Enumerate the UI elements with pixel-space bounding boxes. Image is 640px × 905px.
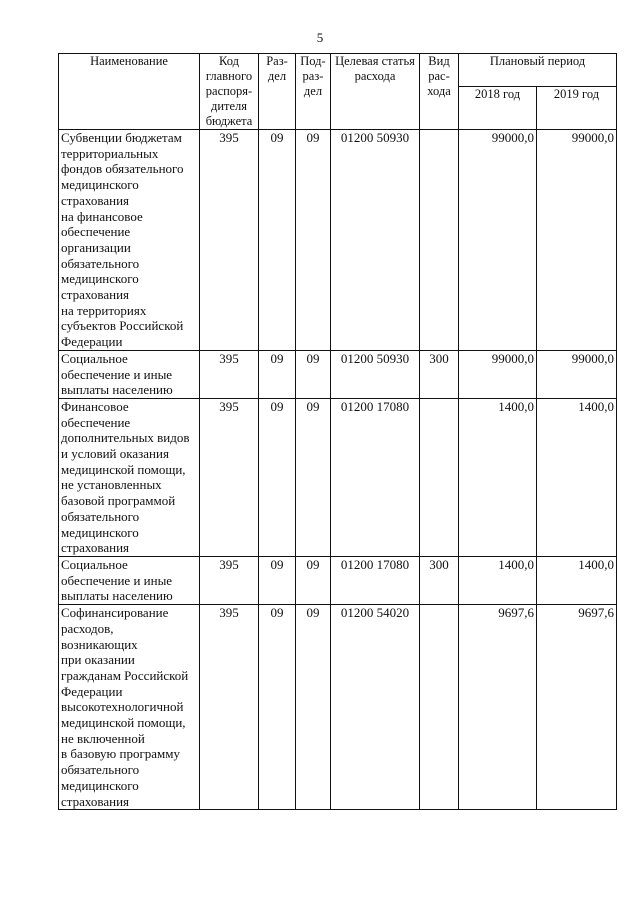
table-cell-2018: 99000,0 — [459, 350, 537, 398]
table-row — [59, 556, 617, 604]
table-cell-celevaya-statya: 01200 17080 — [331, 556, 420, 604]
table-cell-name: Социальное обеспечение и иные выплаты населению — [59, 556, 200, 604]
header-razdel: Раз- дел — [259, 54, 296, 130]
table-cell-podrazdel: 09 — [296, 350, 331, 398]
table-cell-2019: 99000,0 — [537, 130, 617, 351]
header-vid-rashoda: Вид рас- хода — [420, 54, 459, 130]
table-cell-podrazdel: 09 — [296, 556, 331, 604]
header-row — [59, 54, 617, 87]
table-cell-vid-rashoda — [420, 605, 459, 810]
table-row — [59, 350, 617, 398]
table-cell-glavny-kod: 395 — [200, 398, 259, 556]
header-planovy-period: Плановый период — [459, 54, 617, 87]
table-cell-2018: 9697,6 — [459, 605, 537, 810]
table-cell-2019: 99000,0 — [537, 350, 617, 398]
table-cell-2018: 1400,0 — [459, 556, 537, 604]
table-cell-2019: 1400,0 — [537, 556, 617, 604]
table-row — [59, 605, 617, 810]
table-cell-celevaya-statya: 01200 50930 — [331, 130, 420, 351]
header-year-2019: 2019 год — [537, 86, 617, 129]
table-cell-2019: 9697,6 — [537, 605, 617, 810]
table-cell-podrazdel: 09 — [296, 130, 331, 351]
table-cell-2018: 1400,0 — [459, 398, 537, 556]
table-cell-glavny-kod: 395 — [200, 605, 259, 810]
table-cell-vid-rashoda — [420, 398, 459, 556]
table-cell-podrazdel: 09 — [296, 605, 331, 810]
table-cell-vid-rashoda: 300 — [420, 556, 459, 604]
table-cell-celevaya-statya: 01200 17080 — [331, 398, 420, 556]
table-row — [59, 398, 617, 556]
table-cell-razdel: 09 — [259, 398, 296, 556]
table-cell-podrazdel: 09 — [296, 398, 331, 556]
table-cell-2019: 1400,0 — [537, 398, 617, 556]
table-cell-razdel: 09 — [259, 130, 296, 351]
header-podrazdel: Под- раз- дел — [296, 54, 331, 130]
table-cell-celevaya-statya: 01200 54020 — [331, 605, 420, 810]
table-cell-glavny-kod: 395 — [200, 556, 259, 604]
budget-table — [58, 53, 617, 810]
table-cell-name: Финансовое обеспечение дополнительных видов и условий оказания медицинской помощи, не установленных базовой программой обязательного медицинского страхования — [59, 398, 200, 556]
table-cell-razdel: 09 — [259, 605, 296, 810]
table-cell-vid-rashoda: 300 — [420, 350, 459, 398]
table-cell-name: Социальное обеспечение и иные выплаты населению — [59, 350, 200, 398]
table-cell-glavny-kod: 395 — [200, 350, 259, 398]
table-cell-2018: 99000,0 — [459, 130, 537, 351]
page-number: 5 — [316, 30, 324, 45]
header-celevaya-statya: Целевая статья расхода — [331, 54, 420, 130]
table-row — [59, 130, 617, 351]
table-cell-vid-rashoda — [420, 130, 459, 351]
table-cell-name: Софинансирование расходов, возникающих при оказании гражданам Российской Федерации высокотехнологичной медицинской помощи, не включенной в базовую программу обязательного медицинского страхования — [59, 605, 200, 810]
header-name: Наименование — [59, 54, 200, 130]
table-cell-name: Субвенции бюджетам территориальных фондов обязательного медицинского страхования на финансовое обеспечение организации обязательного медицинского страхования на территориях субъектов Российской Федерации — [59, 130, 200, 351]
table-cell-razdel: 09 — [259, 556, 296, 604]
header-year-2018: 2018 год — [459, 86, 537, 129]
table-cell-glavny-kod: 395 — [200, 130, 259, 351]
table-cell-celevaya-statya: 01200 50930 — [331, 350, 420, 398]
table-cell-razdel: 09 — [259, 350, 296, 398]
header-glavny-kod: Код главного распоря- дителя бюджета — [200, 54, 259, 130]
